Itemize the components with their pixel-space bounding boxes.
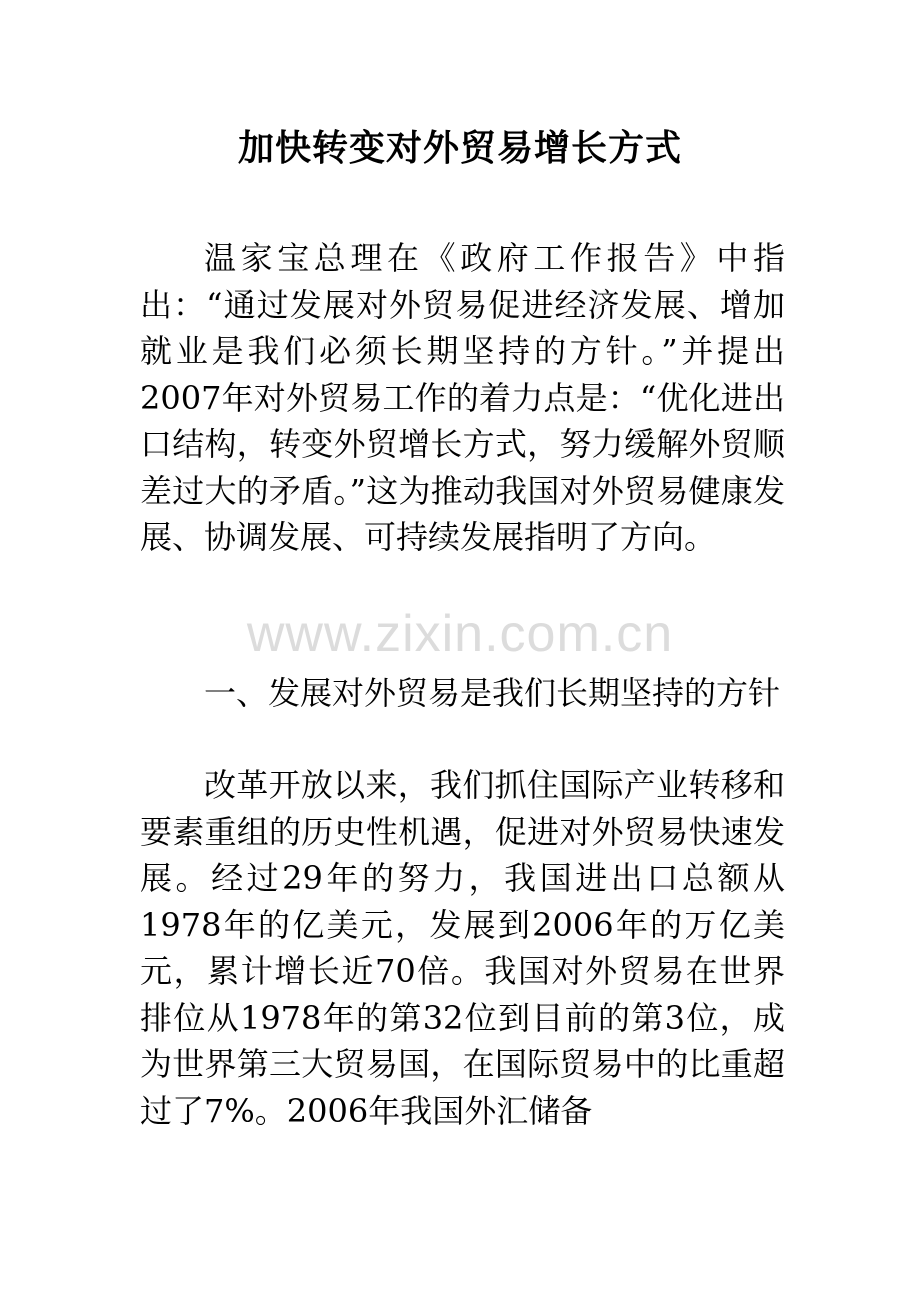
watermark: www.zixin.com.cn [246,605,674,663]
document-title: 加快转变对外贸易增长方式 [237,128,682,169]
paragraph-text: 改革开放以来，我们抓住国际产业转移和要素重组的历史性机遇，促进对外贸易快速发展。经过29年的努力，我国进出口总额从1978年的亿美元，发展到2006年的万亿美元，累计增长近70倍。我国对外贸易在世界排位从1978年的第32位到目前的第3位，成为世界第三大贸易国，在国际贸易中的比重超过了7%。2006年我国外汇储备 [140,766,785,1130]
section-heading [140,670,785,717]
section-heading-text: 一、发展对外贸易是我们长期坚持的方针 [204,674,781,712]
paragraph-intro [140,235,785,561]
paragraph-text: 温家宝总理在《政府工作报告》中指出：“通过发展对外贸易促进经济发展、增加就业是我们必须长期坚持的方针。”并提出2007年对外贸易工作的着力点是：“优化进出口结构，转变外贸增长方式，努力缓解外贸顺差过大的矛盾。”这为推动我国对外贸易健康发展、协调发展、可持续发展指明了方向。 [140,239,785,556]
paragraph-reform [140,762,785,1134]
